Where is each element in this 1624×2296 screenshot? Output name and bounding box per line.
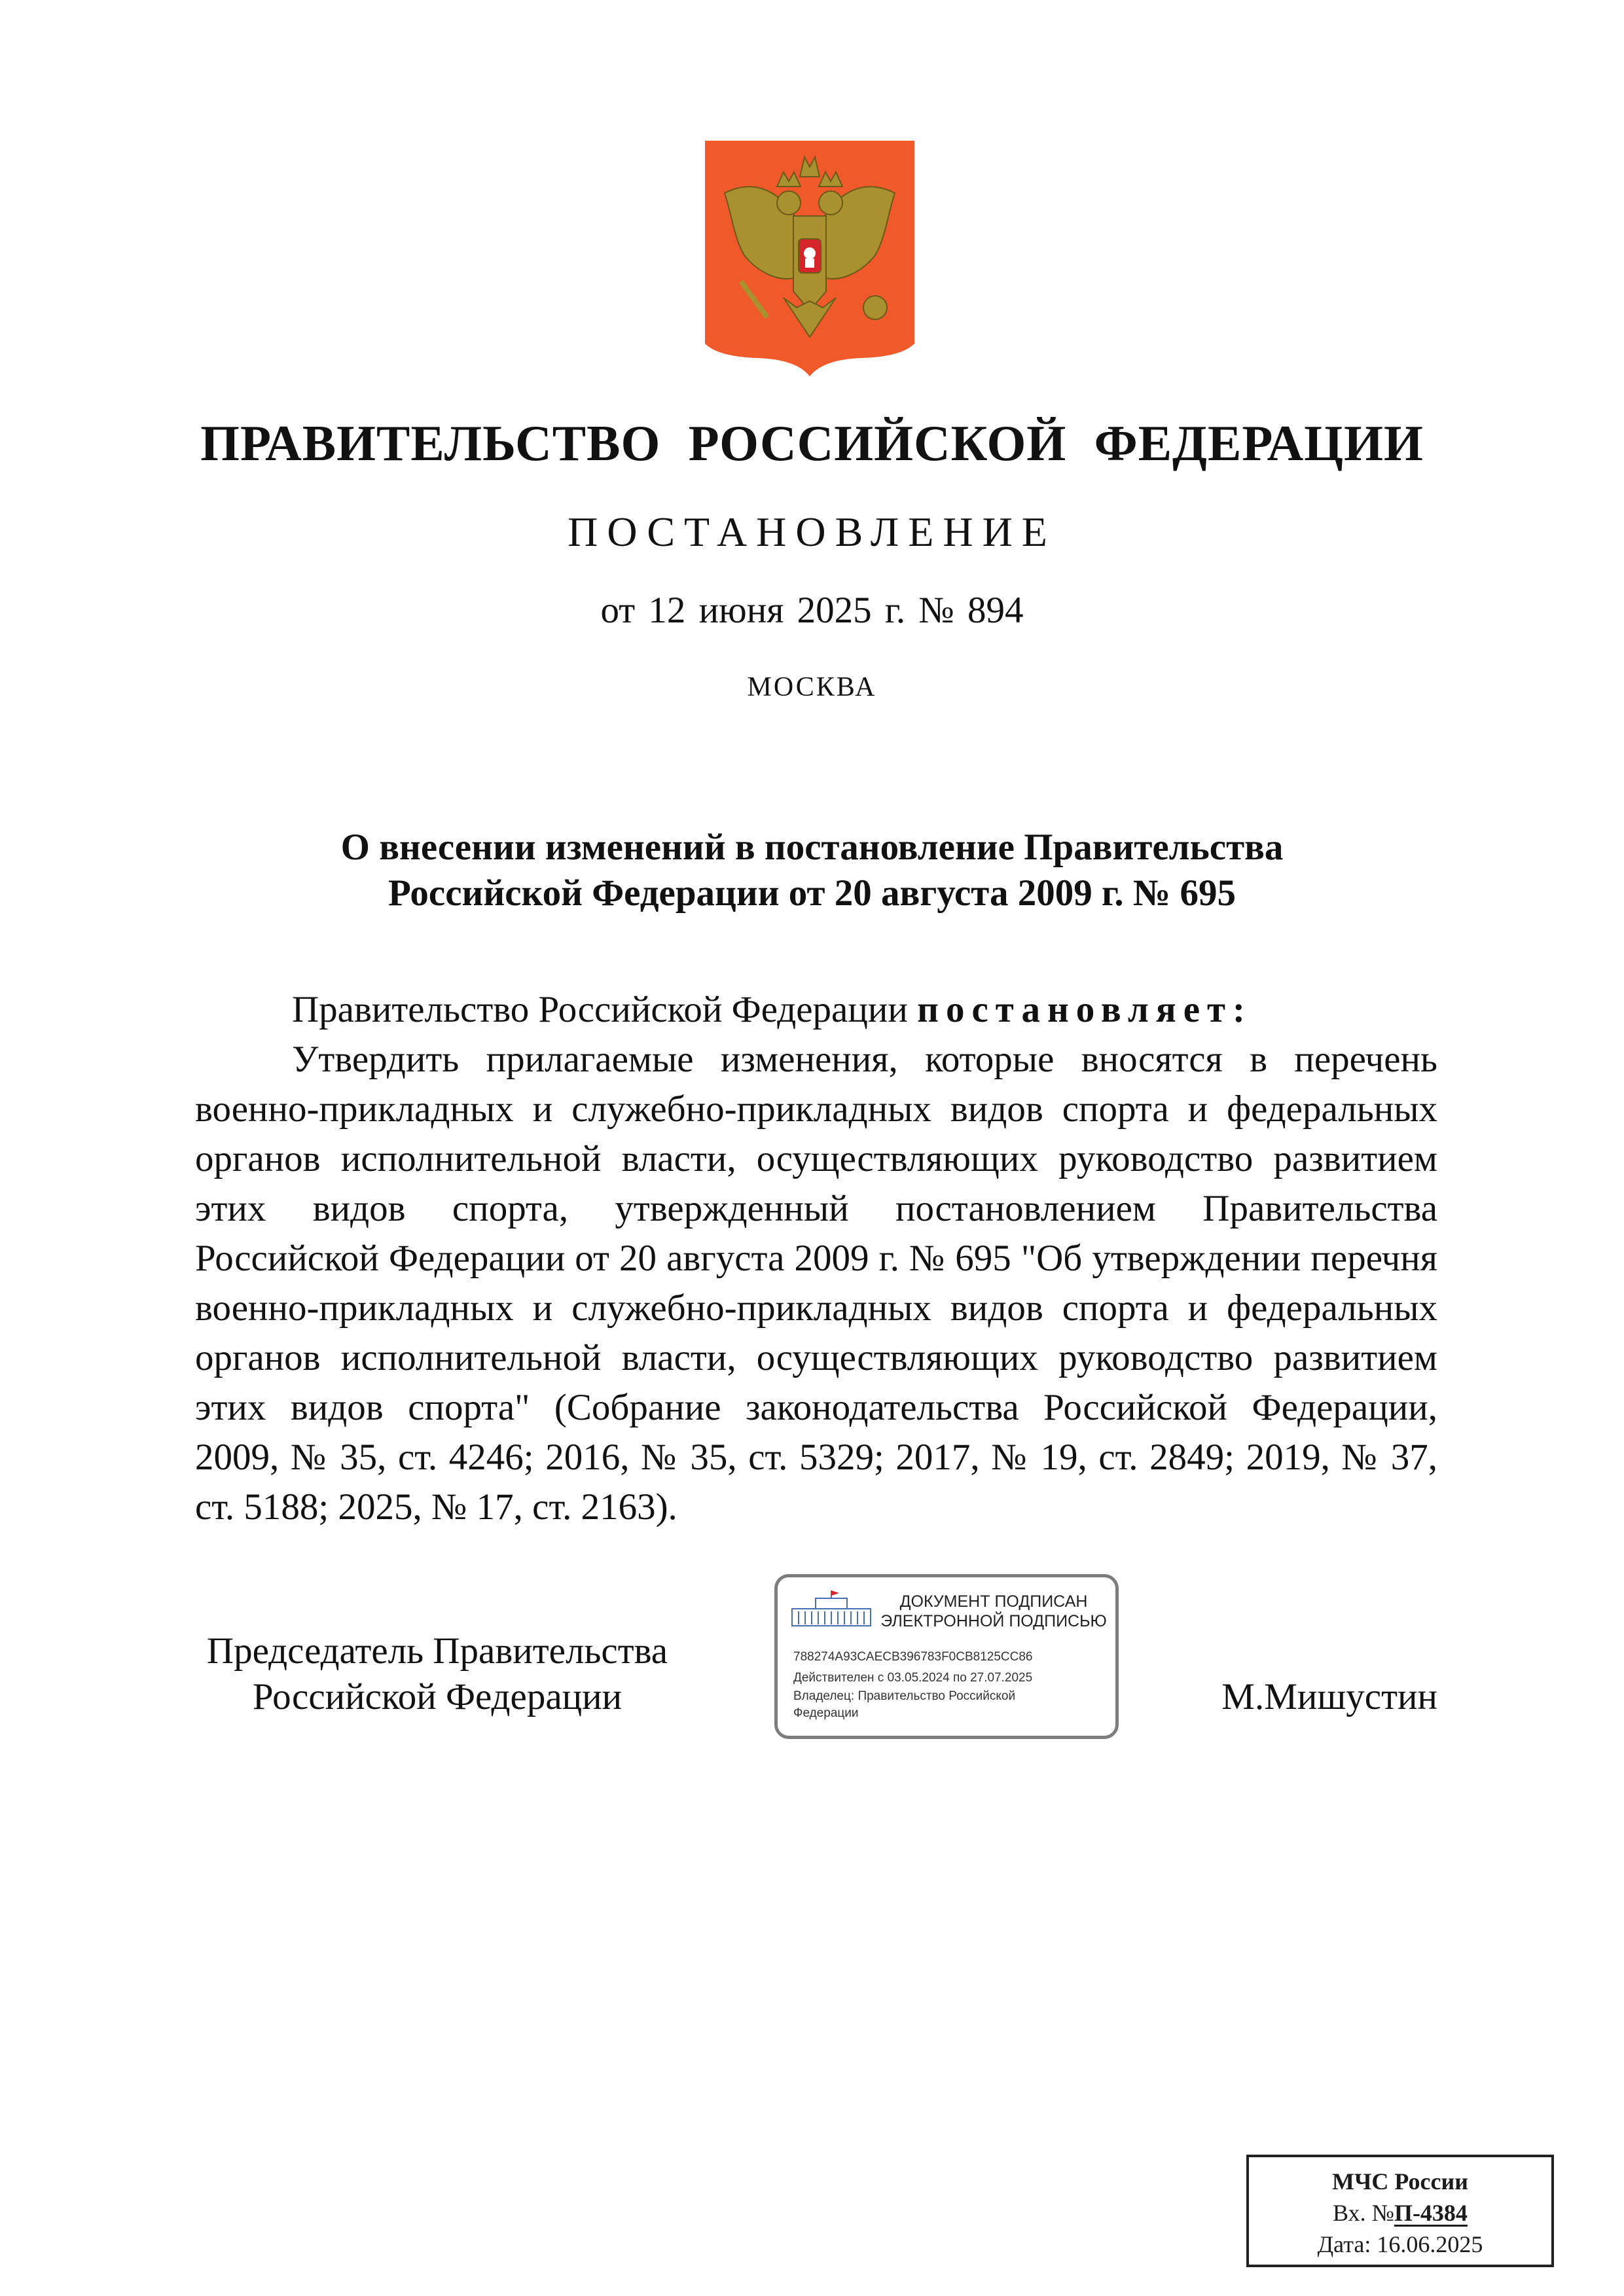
esig-validity: Действителен с 03.05.2024 по 27.07.2025 <box>793 1671 1033 1685</box>
government-title: ПРАВИТЕЛЬСТВО РОССИЙСКОЙ ФЕДЕРАЦИИ <box>200 415 1424 471</box>
body-paragraph-1 <box>195 985 1437 1035</box>
subject-line-1: О внесении изменений в постановление Правительства <box>340 827 1284 868</box>
document-city: МОСКВА <box>747 672 877 702</box>
stamp-date-label: Дата: <box>1317 2231 1371 2257</box>
decree-verb: постановляет: <box>917 989 1253 1030</box>
signatory-position <box>195 1628 679 1720</box>
stamp-date: 16.06.2025 <box>1377 2231 1483 2257</box>
esig-owner-line-1: Владелец: Правительство Российской <box>793 1689 1016 1703</box>
document-subject <box>0 825 1624 916</box>
position-line-1: Председатель Правительства <box>206 1630 668 1672</box>
esig-title <box>876 1592 1111 1631</box>
esig-title-line-1: ДОКУМЕНТ ПОДПИСАН <box>899 1592 1088 1611</box>
stamp-number-label: Вх. № <box>1333 2200 1394 2226</box>
incoming-registration-stamp <box>1246 2155 1554 2267</box>
government-building-icon <box>789 1589 873 1628</box>
russian-coat-of-arms-icon <box>705 141 914 376</box>
stamp-org: МЧС России <box>1332 2168 1468 2195</box>
signatory-name: М.Мишустин <box>1221 1676 1437 1717</box>
document-date-number: от 12 июня 2025 г. № 894 <box>600 590 1024 631</box>
body-lead: Правительство Российской Федерации <box>292 989 918 1030</box>
electronic-signature-stamp <box>774 1574 1119 1739</box>
stamp-number: П-4384 <box>1394 2200 1468 2226</box>
document-body <box>195 985 1437 1532</box>
body-paragraph-2: Утвердить прилагаемые изменения, которые вносятся в перечень военно-прикладных и служебно-прикладных видов спорта и федеральных органов исполнительной власти, осуществляющих руководство развитием этих видов спорта, утвержденный постановлением Правительства Российской Федерации от 20 августа 2009 г. № 695 "Об утверждении перечня военно-прикладных и служебно-прикладных видов спорта и федеральных органов исполнительной власти, осуществляющих руководство развитием этих видов спорта" (Собрание законодательства Российской Федерации, 2009, № 35, ст. 4246; 2016, № 35, ст. 5329; 2017, № 19, ст. 2849; 2019, № 37, ст. 5188; 2025, № 17, ст. 2163). <box>195 1039 1437 1528</box>
subject-line-2: Российской Федерации от 20 августа 2009 г. № 695 <box>388 872 1236 914</box>
stamp-date-row <box>1249 2229 1551 2259</box>
esig-title-line-2: ЭЛЕКТРОННОЙ ПОДПИСЬЮ <box>880 1612 1107 1630</box>
document-type: ПОСТАНОВЛЕНИЕ <box>568 509 1056 555</box>
esig-owner-line-2: Федерации <box>793 1706 859 1720</box>
stamp-number-row <box>1249 2197 1551 2229</box>
position-line-2: Российской Федерации <box>252 1676 623 1717</box>
esig-serial: 788274A93CAECB396783F0CB8125CC86 <box>793 1650 1033 1664</box>
